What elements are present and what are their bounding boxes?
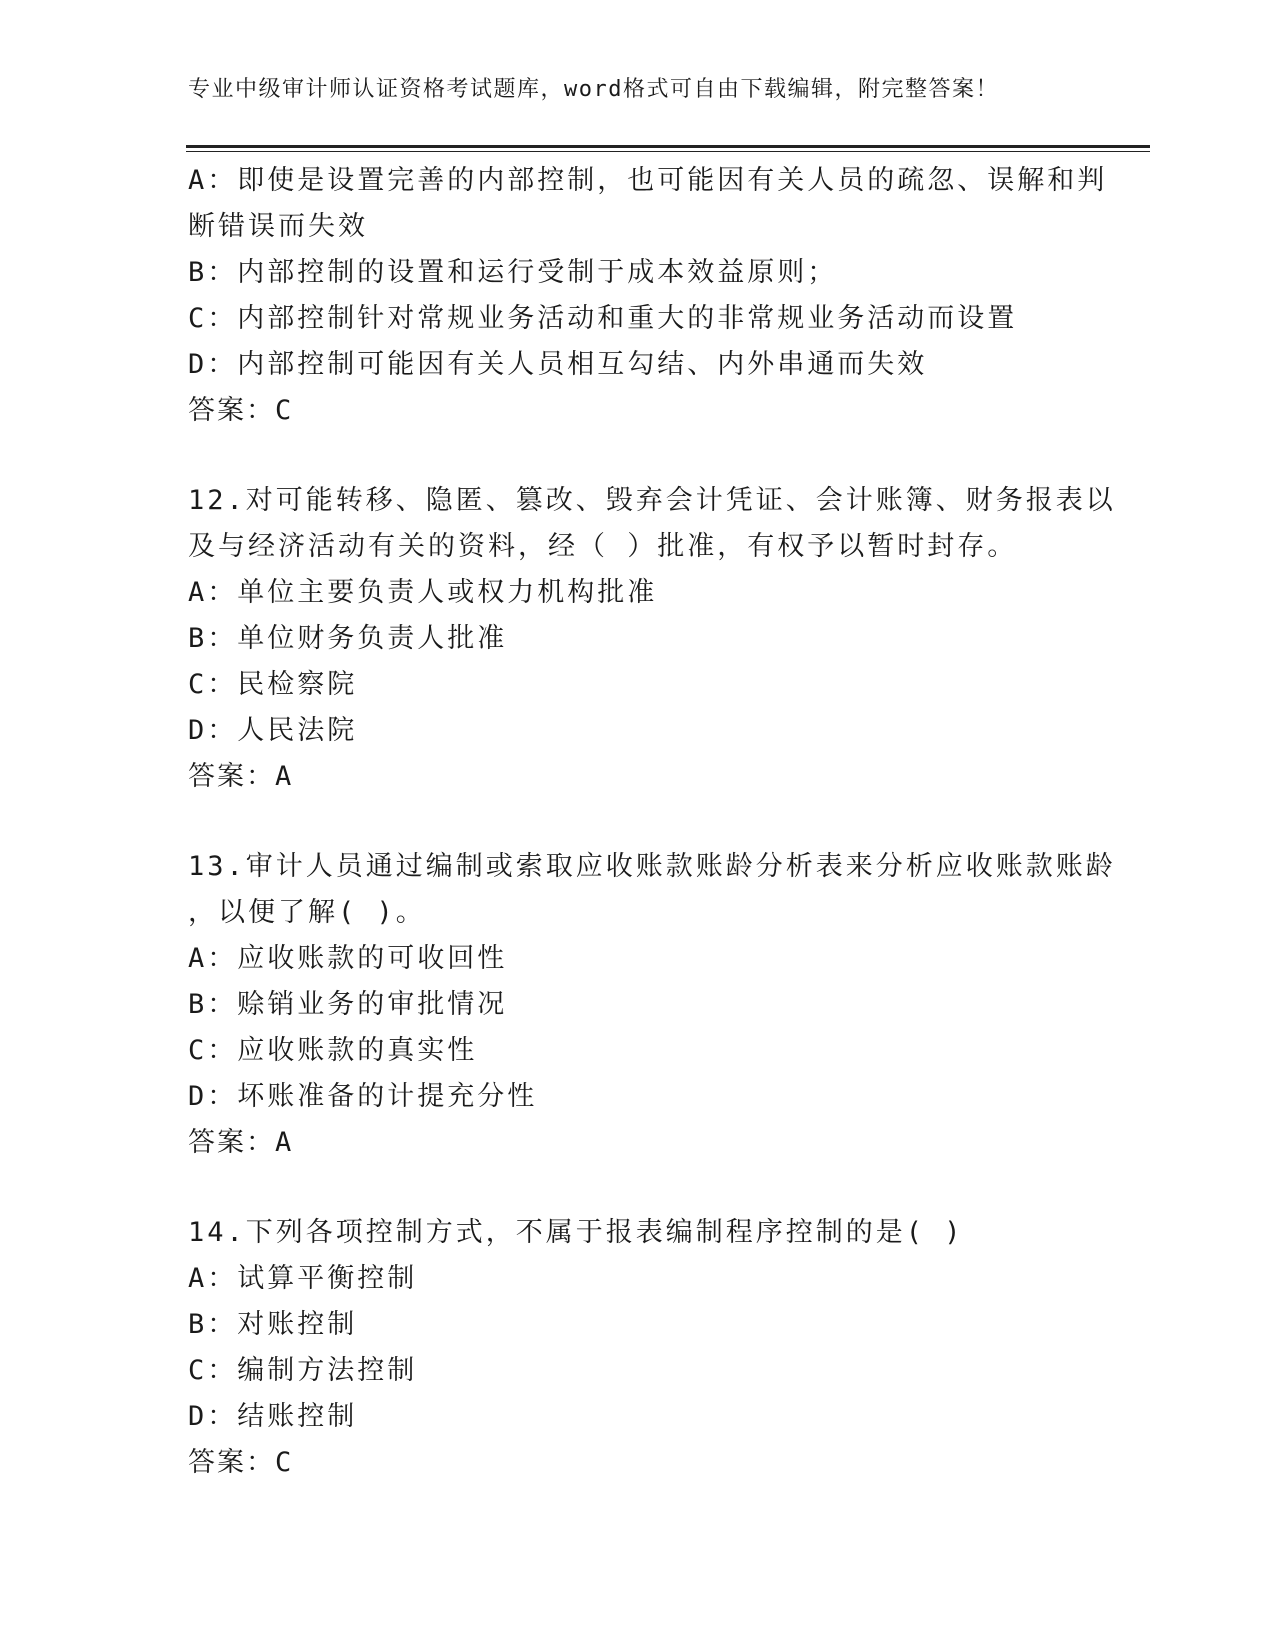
question-text-cont: ，以便了解( )。	[188, 897, 426, 928]
option-d: D：人民法院	[188, 715, 358, 746]
header-rule-thin	[186, 151, 1150, 152]
page-header: 专业中级审计师认证资格考试题库，word格式可自由下载编辑，附完整答案！	[188, 77, 999, 102]
answer: 答案：C	[188, 395, 294, 426]
option-a: A：试算平衡控制	[188, 1263, 418, 1294]
answer: 答案：C	[188, 1447, 294, 1478]
option-c: C：编制方法控制	[188, 1355, 418, 1386]
option-a: A：即使是设置完善的内部控制，也可能因有关人员的疏忽、误解和判	[188, 165, 1108, 196]
answer: 答案：A	[188, 1127, 294, 1158]
option-b: B：单位财务负责人批准	[188, 623, 508, 654]
question-block	[188, 158, 1108, 434]
option-c: C：民检察院	[188, 669, 358, 700]
header-rule-thick	[186, 145, 1150, 148]
option-a: A：应收账款的可收回性	[188, 943, 508, 974]
option-d: D：内部控制可能因有关人员相互勾结、内外串通而失效	[188, 349, 928, 380]
question-text: 13.审计人员通过编制或索取应收账款账龄分析表来分析应收账款账龄	[188, 851, 1116, 882]
answer: 答案：A	[188, 761, 294, 792]
question-block	[188, 478, 1116, 800]
option-b: B：赊销业务的审批情况	[188, 989, 508, 1020]
question-block	[188, 844, 1116, 1166]
option-c: C：内部控制针对常规业务活动和重大的非常规业务活动而设置	[188, 303, 1018, 334]
option-c: C：应收账款的真实性	[188, 1035, 478, 1066]
question-text-cont: 及与经济活动有关的资料，经（ ）批准，有权予以暂时封存。	[188, 531, 1018, 562]
option-a: A：单位主要负责人或权力机构批准	[188, 577, 658, 608]
question-block	[188, 1210, 1088, 1486]
question-text: 14.下列各项控制方式，不属于报表编制程序控制的是( )	[188, 1217, 964, 1248]
question-text: 12.对可能转移、隐匿、篡改、毁弃会计凭证、会计账簿、财务报表以	[188, 485, 1116, 516]
option-d: D：结账控制	[188, 1401, 358, 1432]
option-a-cont: 断错误而失效	[188, 211, 368, 242]
option-b: B：内部控制的设置和运行受制于成本效益原则；	[188, 257, 838, 288]
option-d: D：坏账准备的计提充分性	[188, 1081, 538, 1112]
option-b: B：对账控制	[188, 1309, 358, 1340]
question-list	[188, 158, 1116, 1486]
